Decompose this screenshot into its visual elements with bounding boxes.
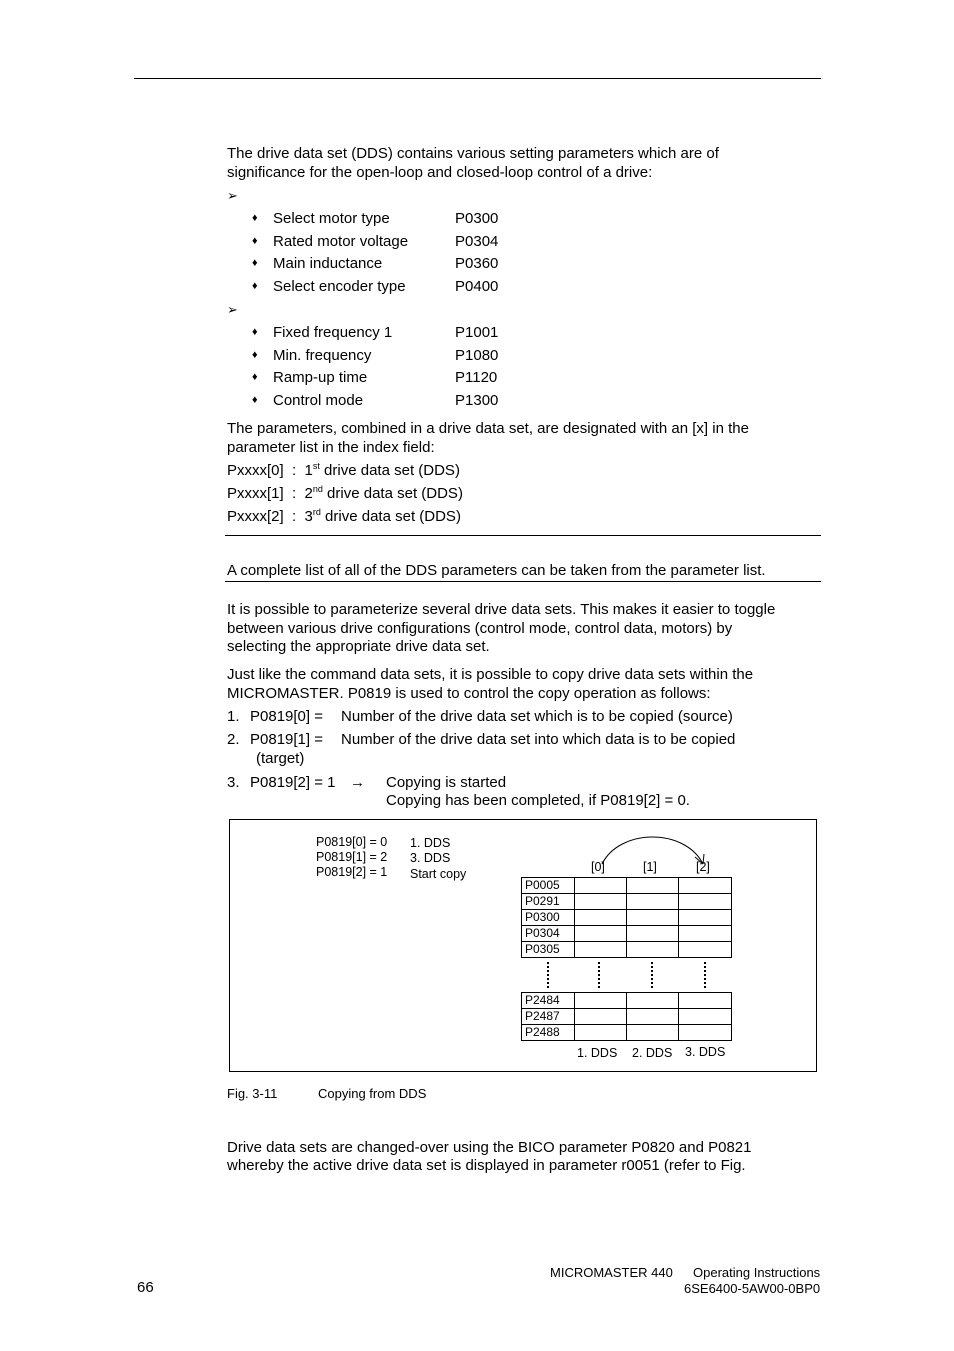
intro-line-2: significance for the open-loop and closed-loop control of a drive: [227,164,653,181]
diamond-bullet-icon: ♦ [252,212,258,224]
dots [704,962,706,988]
step-2-continuation: (target) [256,750,305,767]
param-name-cell [521,941,575,958]
figure-setting-right: Start copy [410,867,467,881]
param-name: P0005 [525,878,560,892]
list-item-label: Select motor type [273,210,390,227]
index-suffix: drive data set (DDS) [320,508,461,525]
footer-product: MICROMASTER 440 [550,1265,673,1280]
grid-line [574,893,732,894]
index-sup: rd [312,507,321,517]
step-2-param: P0819[1] = [250,731,323,748]
param-name-cell [521,992,575,1009]
figure-setting-left: P0819[1] = 2 [316,850,388,864]
footer-order-number: 6SE6400-5AW00-0BP0 [684,1281,821,1296]
figure-setting-right: 1. DDS [410,836,451,850]
step-3-param: P0819[2] = 1 [250,774,336,791]
index-header: [1] [643,860,657,874]
param-name-cell [521,925,575,942]
step-1-param: P0819[0] = [250,708,323,725]
index-suffix: drive data set (DDS) [322,485,463,502]
list-item-label: Rated motor voltage [273,233,409,250]
figure-setting-right: 3. DDS [410,851,451,865]
step-1-text: Number of the drive data set which is to be copied (source) [341,708,733,725]
grid-line [678,992,679,1041]
dots [547,962,549,988]
header-rule [134,78,821,79]
param-name: P0305 [525,942,560,956]
value-grid-bottom [574,992,732,1041]
list-item-param: P1120 [455,369,498,386]
figure-caption-text: Copying from DDS [318,1086,427,1101]
grid-line [626,992,627,1041]
right-arrow-icon: → [350,774,365,791]
changeover-line-1: Drive data sets are changed-over using the BICO parameter P0820 and P0821 [227,1139,752,1156]
param-name-cell [521,893,575,910]
changeover-line-2: whereby the active drive data set is displayed in parameter r0051 (refer to Fig. [227,1157,746,1174]
grid-line [574,941,732,942]
diamond-bullet-icon: ♦ [252,394,258,406]
param-name: P2488 [525,1025,560,1039]
page-number: 66 [137,1279,154,1296]
step-2-number: 2. [227,731,240,748]
para1-line-2: between various drive configurations (control mode, control data, motors) by [227,620,733,637]
list-item-param: P0400 [455,278,499,295]
list-item-label: Select encoder type [273,278,406,295]
list-item-param: P0304 [455,233,499,250]
index-prefix: Pxxxx[1] : 2 [227,485,313,502]
arrow-bullet-icon: ➢ [227,188,238,203]
diamond-bullet-icon: ♦ [252,371,258,383]
grid-line [574,925,732,926]
grid-line [678,877,679,958]
list-item-param: P1300 [455,392,499,409]
step-3-text-1: Copying is started [386,774,507,791]
dds-label: 1. DDS [577,1046,618,1060]
dots [598,962,600,988]
list-item-label: Min. frequency [273,347,372,364]
para2-line-1: Just like the command data sets, it is possible to copy drive data sets within the [227,666,754,683]
diamond-bullet-icon: ♦ [252,349,258,361]
value-grid-top [574,877,732,958]
diamond-bullet-icon: ♦ [252,235,258,247]
arrow-bullet-icon: ➢ [227,302,238,317]
param-name-cell [521,1024,575,1041]
list-item-label: Main inductance [273,255,383,272]
para1-line-1: It is possible to parameterize several drive data sets. This makes it easier to toggle [227,601,776,618]
dots [651,962,653,988]
step-2-text: Number of the drive data set into which data is to be copied [341,731,736,748]
list-item-label: Ramp-up time [273,369,368,386]
intro-line-1: The drive data set (DDS) contains various setting parameters which are of [227,145,719,162]
index-sup: nd [312,484,323,494]
grid-line [574,1024,732,1025]
figure-setting-left: P0819[2] = 1 [316,865,388,879]
list-item-label: Fixed frequency 1 [273,324,393,341]
para2-line-2: MICROMASTER. P0819 is used to control the copy operation as follows: [227,685,711,702]
figure-caption-number: Fig. 3-11 [227,1086,278,1101]
step-1-number: 1. [227,708,240,725]
index-header: [2] [696,860,710,874]
note-rule-bottom [225,581,821,582]
dds-label: 2. DDS [632,1046,673,1060]
param-name-cell [521,909,575,926]
diamond-bullet-icon: ♦ [252,326,258,338]
step-3-number: 3. [227,774,240,791]
index-line-2 [227,507,461,526]
list-item-param: P0300 [455,210,499,227]
diamond-bullet-icon: ♦ [252,280,258,292]
figure-setting-left: P0819[0] = 0 [316,835,388,849]
footer-doc-type: Operating Instructions [693,1265,821,1280]
note-text: A complete list of all of the DDS parameters can be taken from the parameter list. [227,562,766,579]
index-sup: st [312,461,320,471]
index-line-0 [227,461,460,480]
list-item-param: P0360 [455,255,499,272]
param-name-cell [521,1008,575,1025]
index-prefix: Pxxxx[0] : 1 [227,462,313,479]
param-name-cell [521,877,575,894]
grid-line [626,877,627,958]
grid-line [574,909,732,910]
index-header: [0] [591,860,605,874]
designated-line-2: parameter list in the index field: [227,439,435,456]
step-3-text-2: Copying has been completed, if P0819[2] = 0. [386,792,690,809]
diamond-bullet-icon: ♦ [252,257,258,269]
index-line-1 [227,484,463,503]
index-suffix: drive data set (DDS) [319,462,460,479]
designated-line-1: The parameters, combined in a drive data set, are designated with an [x] in the [227,420,749,437]
note-rule-top [225,535,821,536]
dds-label: 3. DDS [685,1045,726,1059]
index-prefix: Pxxxx[2] : 3 [227,508,313,525]
grid-line [574,1008,732,1009]
param-name: P0300 [525,910,560,924]
list-item-label: Control mode [273,392,364,409]
list-item-param: P1080 [455,347,499,364]
param-name: P2484 [525,993,560,1007]
param-name: P2487 [525,1009,560,1023]
param-name: P0304 [525,926,560,940]
param-name: P0291 [525,894,560,908]
list-item-param: P1001 [455,324,499,341]
para1-line-3: selecting the appropriate drive data set. [227,638,490,655]
copy-dds-figure [229,819,817,1072]
